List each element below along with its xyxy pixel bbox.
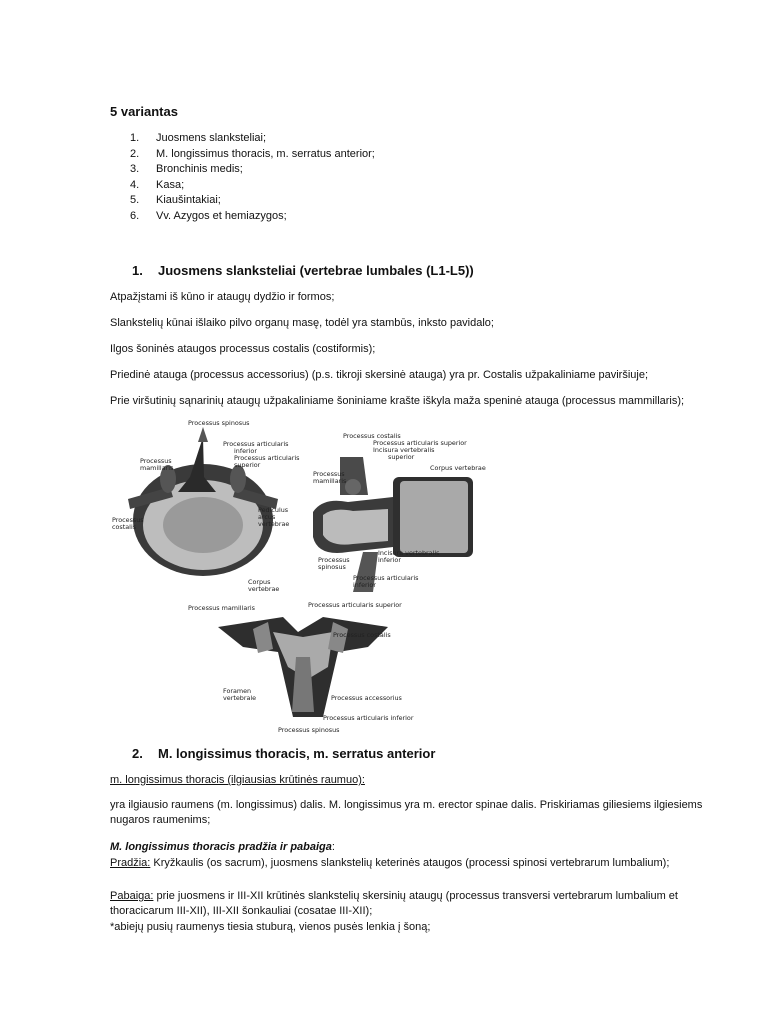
- figure-label: Pediculus: [258, 506, 289, 514]
- figure-label: Processus mamillaris: [188, 604, 255, 612]
- vertebra-drawing: [108, 417, 488, 739]
- figure-label: Processus articularis superior: [373, 439, 467, 447]
- figure-label: vertebrae: [258, 520, 290, 528]
- origin-text: Kryžkaulis (os sacrum), juosmens slankstelių keterinės ataugos (processi spinosi vertebrarum lumbalium);: [150, 857, 670, 869]
- section-1-heading: [132, 263, 474, 278]
- list-item: [130, 193, 375, 209]
- contents-list: [130, 131, 375, 225]
- figure-label: Processus articularis: [223, 440, 289, 448]
- figure-label: vertebrae: [248, 585, 280, 593]
- list-number: 2.: [130, 147, 140, 160]
- figure-label: Corpus vertebrae: [430, 464, 486, 472]
- insertion-line: [110, 889, 730, 919]
- section-title: Juosmens slanksteliai (vertebrae lumbales (L1-L5)): [158, 263, 474, 278]
- list-number: 3.: [130, 163, 140, 176]
- origin-line: [110, 856, 669, 871]
- origin-label: Pradžia:: [110, 857, 151, 869]
- figure-label: Processus costalis: [343, 432, 401, 440]
- section-number: 1.: [132, 263, 143, 278]
- figure-label: Processus spinosus: [278, 726, 340, 734]
- list-number: 4.: [130, 178, 140, 191]
- figure-label: Processus: [140, 457, 172, 465]
- origin-heading: M. longissimus thoracis pradžia ir pabaiga: [110, 841, 332, 853]
- list-number: 1.: [130, 132, 140, 144]
- figure-label: Processus accessorius: [331, 694, 402, 702]
- figure-label: superior: [388, 453, 415, 461]
- paragraph: Ilgos šoninės ataugos processus costalis (costiformis);: [110, 343, 376, 355]
- action-note: *abiejų pusių raumenys tiesia stuburą, vienos pusės lenkia į šoną;: [110, 921, 431, 933]
- subheading: m. longissimus thoracis (ilgiausias krūtinės raumuo):: [110, 774, 365, 786]
- list-item: [130, 147, 375, 163]
- figure-label: inferior: [378, 556, 401, 564]
- figure-label: vertebrale: [223, 694, 257, 702]
- list-item: [130, 209, 375, 225]
- figure-label: Processus articularis: [353, 574, 419, 582]
- figure-label: Processus: [112, 516, 144, 524]
- list-text: Kasa;: [156, 178, 185, 191]
- list-number: 6.: [130, 209, 140, 222]
- paragraph: Prie viršutinių sąnarinių ataugų užpakaliniame šoniniame krašte iškyla maža speninė atauga (processus mammillaris);: [110, 395, 685, 407]
- list-item: [130, 178, 375, 194]
- paragraph: yra ilgiausio raumens (m. longissimus) dalis. M. longissimus yra m. erector spinae dalis. Priskiriamas giliesiems ilgiesiems nugaros raumenims;: [110, 799, 703, 826]
- paragraph: Priedinė atauga (processus accessorius) (p.s. tikroji skersinė atauga) yra pr. Costalis užpakaliniame paviršiuje;: [110, 369, 649, 381]
- list-text: Kiaušintakiai;: [156, 194, 221, 207]
- figure-label: inferior: [353, 581, 376, 589]
- figure-label: costalis: [112, 523, 137, 531]
- figure-label: arcus: [258, 513, 276, 521]
- figure-label: Processus spinosus: [188, 419, 250, 427]
- figure-label: mamillaris: [140, 464, 174, 472]
- figure-label: spinosus: [318, 563, 346, 571]
- list-text: M. longissimus thoracis, m. serratus anterior;: [156, 147, 375, 160]
- figure-label: Processus articularis superior: [308, 601, 402, 609]
- lumbar-vertebra-illustration: [108, 417, 488, 739]
- page-title: 5 variantas: [110, 104, 178, 119]
- section-2-heading: [132, 746, 435, 761]
- figure-label: Processus: [318, 556, 350, 564]
- section-title: M. longissimus thoracis, m. serratus anterior: [158, 746, 436, 761]
- figure-label: mamillaris: [313, 477, 347, 485]
- list-text: Bronchinis medis;: [156, 163, 243, 176]
- figure-label: Corpus: [248, 578, 271, 586]
- figure-label: inferior: [234, 447, 257, 455]
- list-item: [130, 131, 375, 147]
- paragraph: Atpažįstami iš kūno ir ataugų dydžio ir formos;: [110, 291, 335, 303]
- figure-label: Incisura vertebralis: [373, 446, 435, 454]
- list-item: [130, 162, 375, 178]
- figure-label: Incisura vertebralis: [378, 549, 440, 557]
- figure-label: Processus: [313, 470, 345, 478]
- figure-label: superior: [234, 461, 261, 469]
- paragraph: Slankstelių kūnai išlaiko pilvo organų masę, todėl yra stambūs, inksto pavidalo;: [110, 317, 494, 329]
- insertion-label: Pabaiga:: [110, 890, 154, 902]
- insertion-text: prie juosmens ir III-XII krūtinės slankstelių skersinių ataugų (processus transversi vertebrarum lumbalium et thoracicarum III-XII), III-XII šonkauliai (cosatae III-XII);: [110, 890, 678, 917]
- origin-heading-line: [110, 840, 335, 855]
- section-number: 2.: [132, 746, 143, 761]
- figure-label: Foramen: [223, 687, 252, 695]
- figure-label: Processus articularis inferior: [323, 714, 414, 722]
- list-text: Juosmens slanksteliai;: [156, 132, 267, 144]
- list-text: Vv. Azygos et hemiazygos;: [156, 209, 287, 222]
- list-number: 5.: [130, 194, 140, 207]
- origin-heading-colon: :: [331, 841, 335, 853]
- figure-label: Processus articularis: [234, 454, 300, 462]
- figure-label: Processus costalis: [333, 631, 391, 639]
